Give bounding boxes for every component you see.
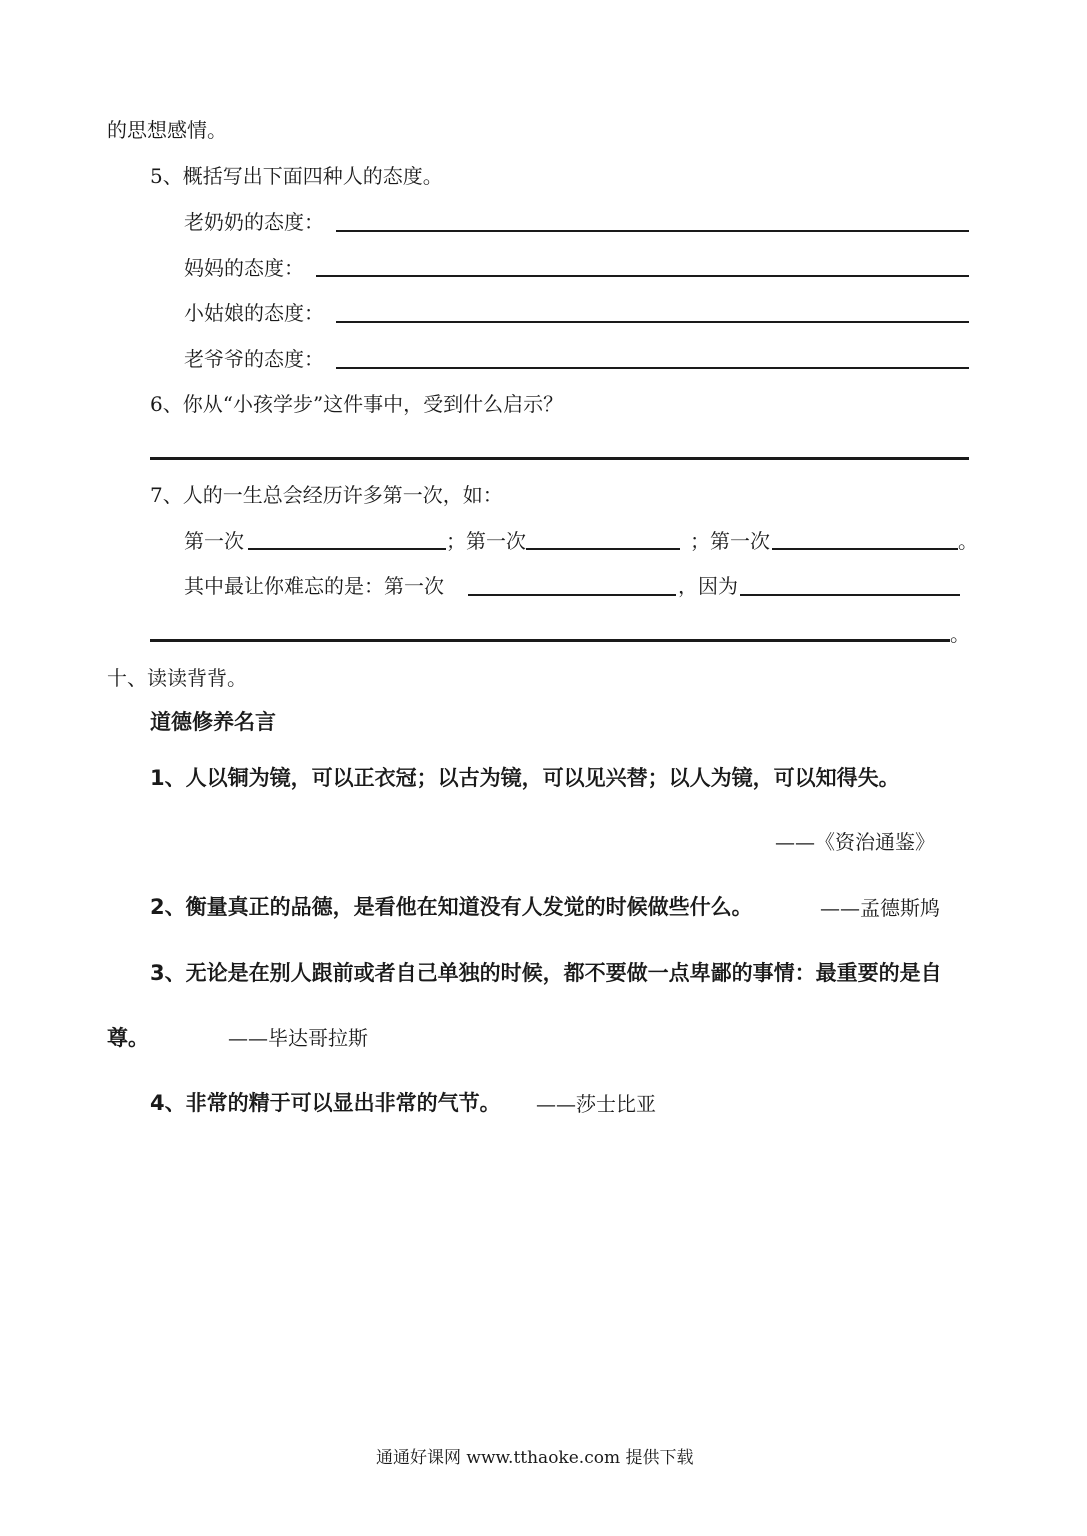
question-4-tail: 的思想感情。 [107, 118, 227, 142]
question-6-title: 6、你从“小孩学步”这件事中，受到什么启示？ [150, 392, 564, 416]
page-footer: 通通好课网 www.tthaoke.com 提供下载 [376, 1448, 694, 1468]
q5-answer-line-grandma[interactable] [336, 230, 969, 232]
q5-label-grandpa: 老爷爷的态度： [184, 347, 324, 371]
q7-period-2: 。 [950, 622, 970, 646]
quote-3-text-cont: 尊。 [107, 1026, 149, 1050]
q7-memorable-blank[interactable] [468, 594, 676, 596]
quote-2-source: ——孟德斯鸠 [820, 896, 940, 920]
quote-4-source: ——莎士比亚 [536, 1092, 656, 1116]
quote-4-text: 4、非常的精于可以显出非常的气节。 [150, 1091, 501, 1115]
q7-period: 。 [958, 529, 978, 553]
q7-first-1-blank[interactable] [248, 548, 446, 550]
quote-1-text: 1、人以铜为镜，可以正衣冠；以古为镜，可以见兴替；以人为镜，可以知得失。 [150, 766, 900, 790]
quote-3-source: ——毕达哥拉斯 [228, 1026, 368, 1050]
q7-first-2-label: ；第一次 [446, 529, 526, 553]
q7-first-3-label: ；第一次 [690, 529, 770, 553]
q5-label-mother: 妈妈的态度： [184, 256, 304, 280]
quote-3-text: 3、无论是在别人跟前或者自己单独的时候，都不要做一点卑鄙的事情：最重要的是自 [150, 961, 942, 985]
q7-because-blank[interactable] [740, 594, 960, 596]
q5-label-girl: 小姑娘的态度： [184, 301, 324, 325]
q5-answer-line-girl[interactable] [336, 321, 969, 323]
q5-answer-line-mother[interactable] [316, 275, 969, 277]
q6-answer-line[interactable] [150, 457, 969, 460]
quote-2-text: 2、衡量真正的品德，是看他在知道没有人发觉的时候做些什么。 [150, 895, 753, 919]
q7-first-3-blank[interactable] [772, 548, 958, 550]
q7-because-label: ，因为 [678, 574, 738, 598]
question-7-title: 7、人的一生总会经历许多第一次，如： [150, 483, 503, 507]
q7-memorable-label: 其中最让你难忘的是：第一次 [184, 574, 444, 598]
section-10-subtitle: 道德修养名言 [150, 710, 276, 734]
q7-first-1-label: 第一次 [184, 529, 244, 553]
q5-answer-line-grandpa[interactable] [336, 367, 969, 369]
quote-1-source: ——《资治通鉴》 [775, 830, 935, 854]
section-10-heading: 十、读读背背。 [107, 666, 247, 690]
q7-reason-line[interactable] [150, 639, 950, 642]
question-5-title: 5、概括写出下面四种人的态度。 [150, 164, 443, 188]
q5-label-grandma: 老奶奶的态度： [184, 210, 324, 234]
q7-first-2-blank[interactable] [526, 548, 680, 550]
